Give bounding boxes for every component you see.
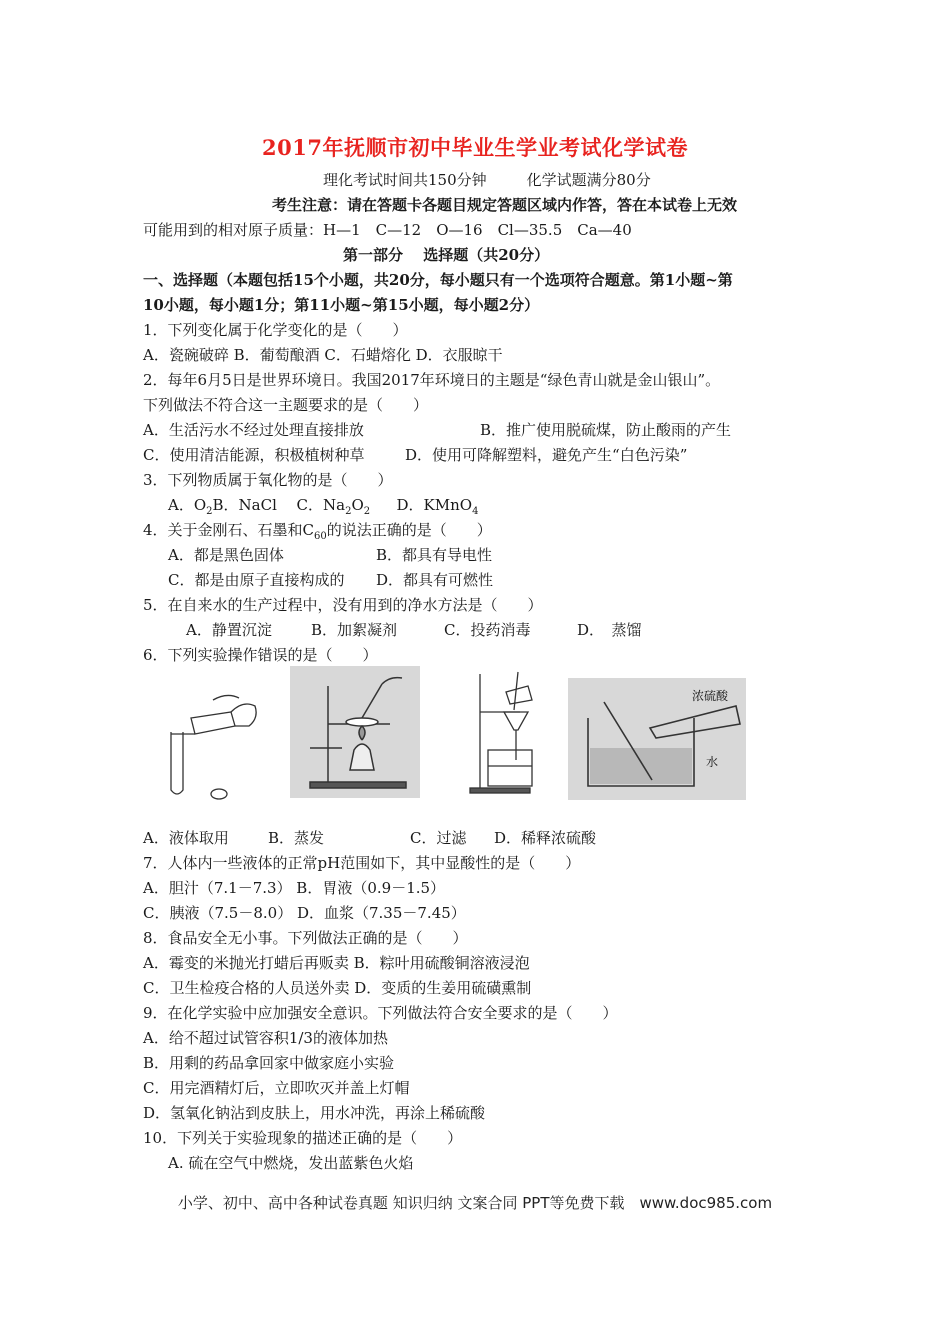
q9-option-c: C．用完酒精灯后，立即吹灭并盖上灯帽 [143,1079,410,1097]
q5-stem: 5．在自来水的生产过程中，没有用到的净水方法是（ ） [143,596,543,614]
q8-options-cd: C．卫生检疫合格的人员送外卖 D．变质的生姜用硫磺熏制 [143,979,532,997]
page-footer: 小学、初中、高中各种试卷真题 知识归纳 文案合同 PPT等免费下载 www.doc985.com [177,1194,773,1212]
q3-option-b: B．NaCl [212,496,277,514]
q4-stem: 4．关于金刚石、石墨和$C_{60}$的说法正确的是（ ） [143,521,492,542]
liquid-pouring-figure [153,682,263,806]
q4-option-b: B．都具有导电性 [376,546,493,564]
q5-option-b: B．加絮凝剂 [311,621,398,639]
section1-heading-line2: 10小题，每小题1分；第11小题~第15小题，每小题2分） [143,296,540,314]
q8-stem: 8．食品安全无小事。下列做法正确的是（ ） [143,929,468,947]
q2-option-c: C．使用清洁能源，积极植树种草 [143,446,365,464]
q3-stem: 3．下列物质属于氧化物的是（ ） [143,471,393,489]
exam-title: 2017年抚顺市初中毕业生学业考试化学试卷 [262,135,688,160]
exam-notice: 考生注意：请在答题卡各题目规定答题区域内作答，答在本试卷上无效 [272,196,738,214]
q5-option-d: D． 蒸馏 [577,621,642,639]
q2-option-b: B．推广使用脱硫煤，防止酸雨的产生 [480,421,732,439]
q2-options-ab [143,420,731,440]
q6-option-d: D．稀释浓硫酸 [494,829,597,847]
q9-stem: 9．在化学实验中应加强安全意识。下列做法符合安全要求的是（ ） [143,1004,618,1022]
q8-options-ab: A．霉变的米抛光打蜡后再贩卖 B．粽叶用硫酸铜溶液浸泡 [143,954,530,972]
q6-option-b: B．蒸发 [268,829,325,847]
acid-label: 浓硫酸 [692,689,729,703]
q2-options-cd [143,445,687,465]
q1-options: A．瓷碗破碎 B．葡萄酿酒 C．石蜡熔化 D．衣服晾干 [143,346,503,364]
q3-option-a: A．$O_2$ [168,496,213,517]
q3-options [168,495,478,522]
exam-score: 化学试题满分80分 [526,171,651,189]
q9-option-b: B．用剩的药品拿回家中做家庭小实验 [143,1054,395,1072]
section1-heading-line1: 一、选择题（本题包括15个小题，共20分，每小题只有一个选项符合题意。第1小题~第 [143,271,733,289]
exam-info [323,170,651,190]
q4-options-cd [168,570,493,590]
q5-option-a: A．静置沉淀 [186,621,272,639]
q7-options-ab: A．胆汁（7.1－7.3） B．胃液（0.9－1.5） [143,879,446,897]
q3-option-c: C．$Na_2O_2$ [296,496,371,517]
q2-option-a: A．生活污水不经过处理直接排放 [143,421,364,439]
q3-option-d: D．KMnO$_4$ [396,496,479,517]
water-label: 水 [706,755,719,769]
q4-option-c: C．都是由原子直接构成的 [168,571,345,589]
q6-option-c: C．过滤 [410,829,467,847]
q4-option-d: D．都具有可燃性 [376,571,494,589]
q6-options [143,828,596,848]
evaporation-figure [290,666,420,798]
q6-option-a: A．液体取用 [143,829,229,847]
atomic-mass: 可能用到的相对原子质量：H—1 C—12 O—16 Cl—35.5 Ca—40 [143,221,632,239]
q9-option-a: A．给不超过试管容积1/3的液体加热 [143,1029,388,1047]
q1-stem: 1．下列变化属于化学变化的是（ ） [143,321,408,339]
q7-stem: 7．人体内一些液体的正常pH范围如下，其中显酸性的是（ ） [143,854,581,872]
exam-time: 理化考试时间共150分钟 [323,171,487,189]
q9-option-d: D．氢氧化钠沾到皮肤上，用水冲洗，再涂上稀硫酸 [143,1104,486,1122]
q6-stem: 6．下列实验操作错误的是（ ） [143,646,378,664]
q4-option-a: A．都是黑色固体 [168,546,284,564]
q2-stem-line1: 2．每年6月5日是世界环境日。我国2017年环境日的主题是“绿色青山就是金山银山”。 [143,371,721,389]
q4-options-ab [168,545,492,565]
q6-figures [143,666,753,806]
q10-option-a: A. 硫在空气中燃烧，发出蓝紫色火焰 [168,1154,414,1172]
q5-option-c: C．投药消毒 [444,621,531,639]
dilute-acid-figure [568,678,746,800]
filtration-figure [458,670,568,798]
q2-option-d: D．使用可降解塑料，避免产生“白色污染” [405,446,688,464]
q5-options [186,620,642,640]
q10-stem: 10．下列关于实验现象的描述正确的是（ ） [143,1129,463,1147]
q7-options-cd: C．胰液（7.5－8.0） D．血浆（7.35－7.45） [143,904,466,922]
part1-title: 第一部分 选择题（共20分） [343,246,550,264]
q2-stem-line2: 下列做法不符合这一主题要求的是（ ） [143,396,429,414]
